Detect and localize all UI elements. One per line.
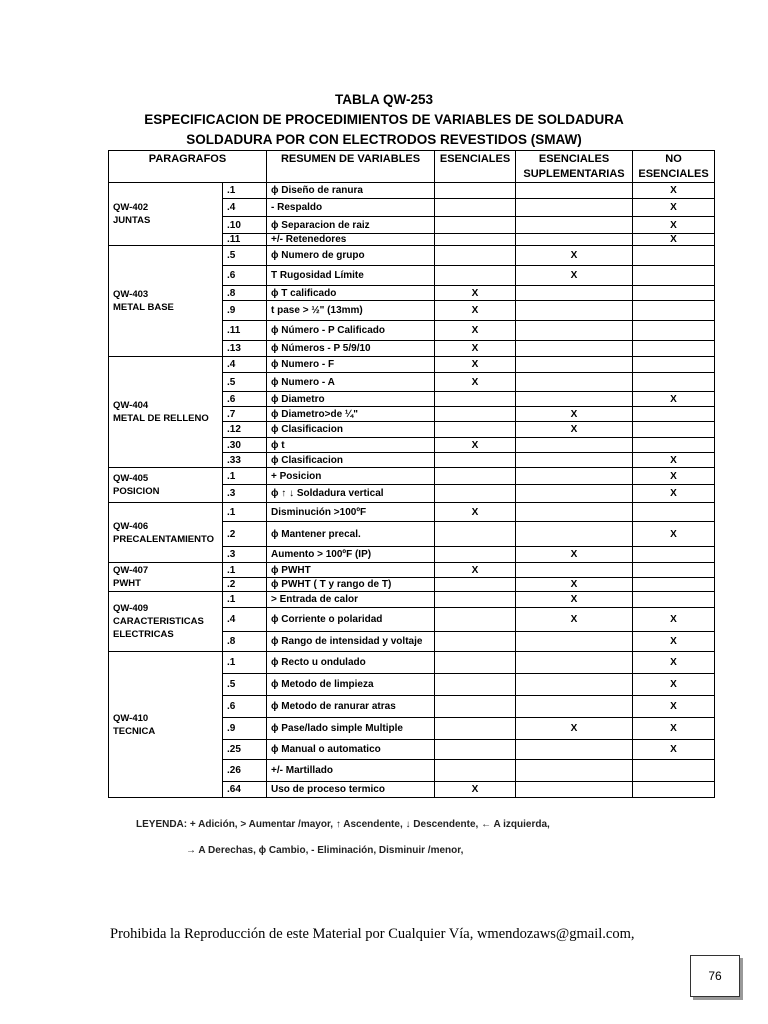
table-row — [109, 652, 715, 674]
suplementaria-mark — [516, 760, 633, 782]
no-esencial-mark — [633, 321, 715, 341]
no-esencial-mark: X — [633, 674, 715, 696]
suplementaria-mark: X — [516, 422, 633, 438]
variable-description: ϕ Separacion de raiz — [267, 217, 435, 234]
variable-description: ϕ Número - P Calificado — [267, 321, 435, 341]
suplementaria-mark — [516, 286, 633, 301]
legend-line-1: LEYENDA: + Adición, > Aumentar /mayor, ↑ Ascendente, ↓ Descendente, ← A izquierda, — [136, 819, 550, 830]
esencial-mark — [435, 199, 516, 217]
suplementaria-mark — [516, 438, 633, 453]
copyright-footer: Prohibida la Reproducción de este Material por Cualquier Vía, wmendozaws@gmail.com, — [110, 926, 635, 942]
paragraph-label: QW-405 POSICION — [109, 468, 223, 503]
no-esencial-mark: X — [633, 453, 715, 468]
no-esencial-mark — [633, 578, 715, 592]
suplementaria-mark — [516, 392, 633, 407]
esencial-mark: X — [435, 341, 516, 357]
suplementaria-mark — [516, 632, 633, 652]
no-esencial-mark: X — [633, 632, 715, 652]
variable-number: .6 — [223, 696, 267, 718]
suplementaria-mark — [516, 341, 633, 357]
variables-table — [108, 150, 715, 798]
esencial-mark — [435, 718, 516, 740]
variable-number: .11 — [223, 234, 267, 246]
esencial-mark — [435, 453, 516, 468]
variable-number: .3 — [223, 485, 267, 503]
no-esencial-mark: X — [633, 740, 715, 760]
esencial-mark: X — [435, 301, 516, 321]
variable-number: .4 — [223, 199, 267, 217]
suplementaria-mark: X — [516, 578, 633, 592]
suplementaria-mark — [516, 563, 633, 578]
no-esencial-mark: X — [633, 485, 715, 503]
esencial-mark: X — [435, 357, 516, 373]
variable-number: .2 — [223, 578, 267, 592]
no-esencial-mark — [633, 592, 715, 608]
no-esencial-mark — [633, 782, 715, 798]
variable-description: ϕ T calificado — [267, 286, 435, 301]
esencial-mark — [435, 760, 516, 782]
suplementaria-mark — [516, 301, 633, 321]
esencial-mark — [435, 632, 516, 652]
esencial-mark — [435, 522, 516, 547]
esencial-mark — [435, 485, 516, 503]
suplementaria-mark — [516, 373, 633, 392]
variable-description: t pase > ½" (13mm) — [267, 301, 435, 321]
esencial-mark — [435, 592, 516, 608]
no-esencial-mark — [633, 373, 715, 392]
variable-number: .10 — [223, 217, 267, 234]
no-esencial-mark: X — [633, 234, 715, 246]
esencial-mark — [435, 183, 516, 199]
paragraph-label: QW-410 TECNICA — [109, 652, 223, 798]
page-number: 76 — [690, 955, 740, 997]
no-esencial-mark: X — [633, 522, 715, 547]
variable-number: .6 — [223, 392, 267, 407]
no-esencial-mark — [633, 407, 715, 422]
variable-description: ϕ Metodo de ranurar atras — [267, 696, 435, 718]
variable-number: .5 — [223, 674, 267, 696]
variable-description: ϕ Clasificacion — [267, 453, 435, 468]
no-esencial-mark: X — [633, 468, 715, 485]
suplementaria-mark — [516, 674, 633, 696]
header-esenciales: ESENCIALES — [435, 151, 516, 183]
variable-description: ϕ Clasificacion — [267, 422, 435, 438]
variable-number: .5 — [223, 246, 267, 266]
variable-description: ϕ Pase/lado simple Multiple — [267, 718, 435, 740]
no-esencial-mark — [633, 422, 715, 438]
esencial-mark: X — [435, 563, 516, 578]
suplementaria-mark — [516, 485, 633, 503]
variable-description: ϕ Corriente o polaridad — [267, 608, 435, 632]
variable-number: .11 — [223, 321, 267, 341]
esencial-mark — [435, 674, 516, 696]
no-esencial-mark: X — [633, 217, 715, 234]
table-process-title: SOLDADURA POR CON ELECTRODOS REVESTIDOS (SMAW) — [186, 132, 582, 147]
no-esencial-mark: X — [633, 718, 715, 740]
no-esencial-mark — [633, 266, 715, 286]
header-suplementarias: ESENCIALES SUPLEMENTARIAS — [516, 151, 633, 183]
variable-description: ϕ Numero - A — [267, 373, 435, 392]
suplementaria-mark: X — [516, 407, 633, 422]
no-esencial-mark — [633, 341, 715, 357]
suplementaria-mark — [516, 468, 633, 485]
header-no-esenciales: NO ESENCIALES — [633, 151, 715, 183]
variable-number: .8 — [223, 286, 267, 301]
esencial-mark — [435, 652, 516, 674]
paragraph-label: QW-402 JUNTAS — [109, 183, 223, 246]
paragraph-label: QW-407 PWHT — [109, 563, 223, 592]
variable-number: .4 — [223, 608, 267, 632]
esencial-mark — [435, 392, 516, 407]
table-row — [109, 592, 715, 608]
variable-description: + Posicion — [267, 468, 435, 485]
variable-description: ϕ Mantener precal. — [267, 522, 435, 547]
variable-description: > Entrada de calor — [267, 592, 435, 608]
variable-description: Uso de proceso termico — [267, 782, 435, 798]
suplementaria-mark — [516, 199, 633, 217]
variable-description: ϕ Diametro — [267, 392, 435, 407]
suplementaria-mark — [516, 522, 633, 547]
variable-description: ϕ Diseño de ranura — [267, 183, 435, 199]
paragraph-label: QW-403 METAL BASE — [109, 246, 223, 357]
esencial-mark — [435, 266, 516, 286]
variable-number: .8 — [223, 632, 267, 652]
suplementaria-mark — [516, 357, 633, 373]
variable-number: .6 — [223, 266, 267, 286]
variable-number: .5 — [223, 373, 267, 392]
variable-number: .25 — [223, 740, 267, 760]
no-esencial-mark — [633, 503, 715, 522]
table-subtitle: ESPECIFICACION DE PROCEDIMIENTOS DE VARIABLES DE SOLDADURA — [144, 112, 624, 127]
esencial-mark: X — [435, 438, 516, 453]
variable-number: .1 — [223, 468, 267, 485]
variable-number: .4 — [223, 357, 267, 373]
variable-number: .9 — [223, 301, 267, 321]
esencial-mark: X — [435, 321, 516, 341]
no-esencial-mark — [633, 301, 715, 321]
suplementaria-mark: X — [516, 266, 633, 286]
table-body — [109, 183, 715, 798]
variable-description: ϕ Rango de intensidad y voltaje — [267, 632, 435, 652]
esencial-mark: X — [435, 503, 516, 522]
esencial-mark — [435, 407, 516, 422]
variable-description: Aumento > 100ºF (IP) — [267, 547, 435, 563]
variable-description: ϕ Metodo de limpieza — [267, 674, 435, 696]
suplementaria-mark — [516, 782, 633, 798]
esencial-mark — [435, 696, 516, 718]
variable-description: ϕ PWHT ( T y rango de T) — [267, 578, 435, 592]
table-row — [109, 468, 715, 485]
esencial-mark — [435, 468, 516, 485]
suplementaria-mark — [516, 183, 633, 199]
suplementaria-mark: X — [516, 608, 633, 632]
table-row — [109, 503, 715, 522]
no-esencial-mark — [633, 547, 715, 563]
variable-description: +/- Retenedores — [267, 234, 435, 246]
variable-number: .9 — [223, 718, 267, 740]
header-resumen: RESUMEN DE VARIABLES — [267, 151, 435, 183]
variable-description: ϕ Recto u ondulado — [267, 652, 435, 674]
variable-number: .64 — [223, 782, 267, 798]
suplementaria-mark — [516, 453, 633, 468]
no-esencial-mark — [633, 760, 715, 782]
esencial-mark: X — [435, 286, 516, 301]
suplementaria-mark — [516, 652, 633, 674]
esencial-mark — [435, 422, 516, 438]
suplementaria-mark: X — [516, 592, 633, 608]
variable-description: ϕ Numero - F — [267, 357, 435, 373]
variable-description: ϕ Diametro>de ¼" — [267, 407, 435, 422]
esencial-mark — [435, 217, 516, 234]
suplementaria-mark — [516, 740, 633, 760]
variable-number: .1 — [223, 503, 267, 522]
variable-description: ϕ ↑ ↓ Soldadura vertical — [267, 485, 435, 503]
variable-number: .1 — [223, 652, 267, 674]
variable-number: .1 — [223, 592, 267, 608]
variable-number: .30 — [223, 438, 267, 453]
no-esencial-mark — [633, 357, 715, 373]
table-title: TABLA QW-253 — [335, 92, 433, 107]
paragraph-label: QW-409 CARACTERISTICAS ELECTRICAS — [109, 592, 223, 652]
no-esencial-mark: X — [633, 608, 715, 632]
table-row — [109, 183, 715, 199]
esencial-mark — [435, 246, 516, 266]
no-esencial-mark: X — [633, 183, 715, 199]
variable-description: ϕ PWHT — [267, 563, 435, 578]
variable-number: .1 — [223, 563, 267, 578]
esencial-mark: X — [435, 373, 516, 392]
suplementaria-mark: X — [516, 718, 633, 740]
table-row — [109, 563, 715, 578]
header-paragrafos: PARAGRAFOS — [109, 151, 267, 183]
paragraph-label: QW-406 PRECALENTAMIENTO — [109, 503, 223, 563]
variable-number: .33 — [223, 453, 267, 468]
variable-number: .7 — [223, 407, 267, 422]
variable-number: .1 — [223, 183, 267, 199]
esencial-mark — [435, 547, 516, 563]
variable-number: .3 — [223, 547, 267, 563]
esencial-mark — [435, 578, 516, 592]
no-esencial-mark: X — [633, 652, 715, 674]
paragraph-label: QW-404 METAL DE RELLENO — [109, 357, 223, 468]
variable-description: - Respaldo — [267, 199, 435, 217]
variable-number: .13 — [223, 341, 267, 357]
table-row — [109, 246, 715, 266]
no-esencial-mark: X — [633, 392, 715, 407]
esencial-mark: X — [435, 782, 516, 798]
suplementaria-mark — [516, 503, 633, 522]
variable-description: ϕ t — [267, 438, 435, 453]
variable-description: ϕ Números - P 5/9/10 — [267, 341, 435, 357]
variable-number: .2 — [223, 522, 267, 547]
esencial-mark — [435, 608, 516, 632]
no-esencial-mark — [633, 563, 715, 578]
no-esencial-mark — [633, 286, 715, 301]
variable-number: .12 — [223, 422, 267, 438]
esencial-mark — [435, 740, 516, 760]
suplementaria-mark: X — [516, 246, 633, 266]
suplementaria-mark: X — [516, 547, 633, 563]
suplementaria-mark — [516, 696, 633, 718]
esencial-mark — [435, 234, 516, 246]
suplementaria-mark — [516, 234, 633, 246]
variable-description: ϕ Numero de grupo — [267, 246, 435, 266]
legend-line-2: → A Derechas, ϕ Cambio, - Eliminación, Disminuir /menor, — [186, 845, 464, 856]
variable-description: Disminución >100ºF — [267, 503, 435, 522]
no-esencial-mark: X — [633, 199, 715, 217]
variable-description: +/- Martillado — [267, 760, 435, 782]
suplementaria-mark — [516, 321, 633, 341]
variable-description: T Rugosidad Límite — [267, 266, 435, 286]
no-esencial-mark — [633, 438, 715, 453]
variable-number: .26 — [223, 760, 267, 782]
suplementaria-mark — [516, 217, 633, 234]
variable-description: ϕ Manual o automatico — [267, 740, 435, 760]
no-esencial-mark: X — [633, 696, 715, 718]
table-row — [109, 357, 715, 373]
table-header-row — [109, 151, 715, 183]
no-esencial-mark — [633, 246, 715, 266]
